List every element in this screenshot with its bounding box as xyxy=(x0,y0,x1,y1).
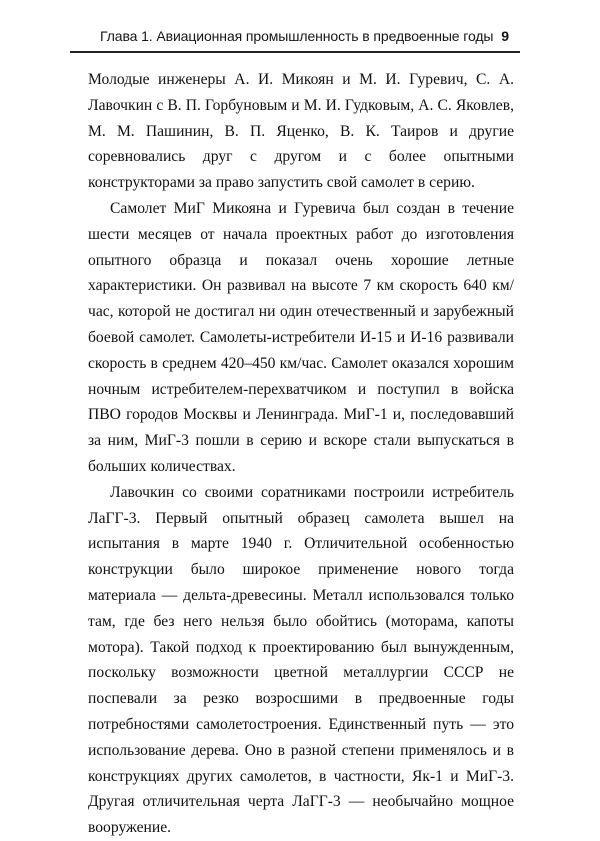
paragraph-3: Лавочкин со своими соратниками построили истребитель ЛаГГ-3. Первый опытный образец самолета вышел на испытания в марте 1940 г. Отличительной особенностью конструкции было широкое применение нового тогда материала — дельта-древесины. Металл использовался только там, где без него нельзя было обойтись (моторама, капоты мотора). Такой подход к проектированию был вынужденным, поскольку возможности цветной металлургии СССР не поспевали за резко возросшими в предвоенные годы потребностями самолетостроения. Единственный путь — это использование дерева. Оно в разной степени применялось и в конструкциях других самолетов, в частности, Як-1 и МиГ-3. Другая отличительная черта ЛаГГ-3 — необычайно мощное вооружение. xyxy=(88,483,514,837)
chapter-title: Глава 1. Авиационная промышленность в предвоенные годы xyxy=(100,28,494,44)
header-divider xyxy=(70,51,520,53)
body-text xyxy=(88,67,514,841)
paragraph-2: Самолет МиГ Микояна и Гуревича был создан в течение шести месяцев от начала проектных работ до изготовления опытного образца и показал очень хорошие летные характеристики. Он развивал на высоте 7 км скорость 640 км/час, которой не достигал ни один отечественный и зарубежный боевой самолет. Самолеты-истребители И-15 и И-16 развивали скорость в среднем 420–450 км/час. Самолет оказался хорошим ночным истребителем-перехватчиком и поступил в войска ПВО городов Москвы и Ленинграда. МиГ-1 и, последовавший за ним, МиГ-3 пошли в серию и вскоре стали выпускаться в больших количествах. xyxy=(88,199,514,475)
paragraph-1: Молодые инженеры А. И. Микоян и М. И. Гуревич, С. А. Лавочкин с В. П. Горбуновым и М. И. Гудковым, А. С. Яковлев, М. М. Пашинин, В. П. Яценко, В. К. Таиров и другие соревновались друг с другом и с более опытными конструкторами за право запустить свой самолет в серию. xyxy=(88,71,514,192)
page-number: 9 xyxy=(501,28,509,44)
running-header xyxy=(70,26,535,50)
